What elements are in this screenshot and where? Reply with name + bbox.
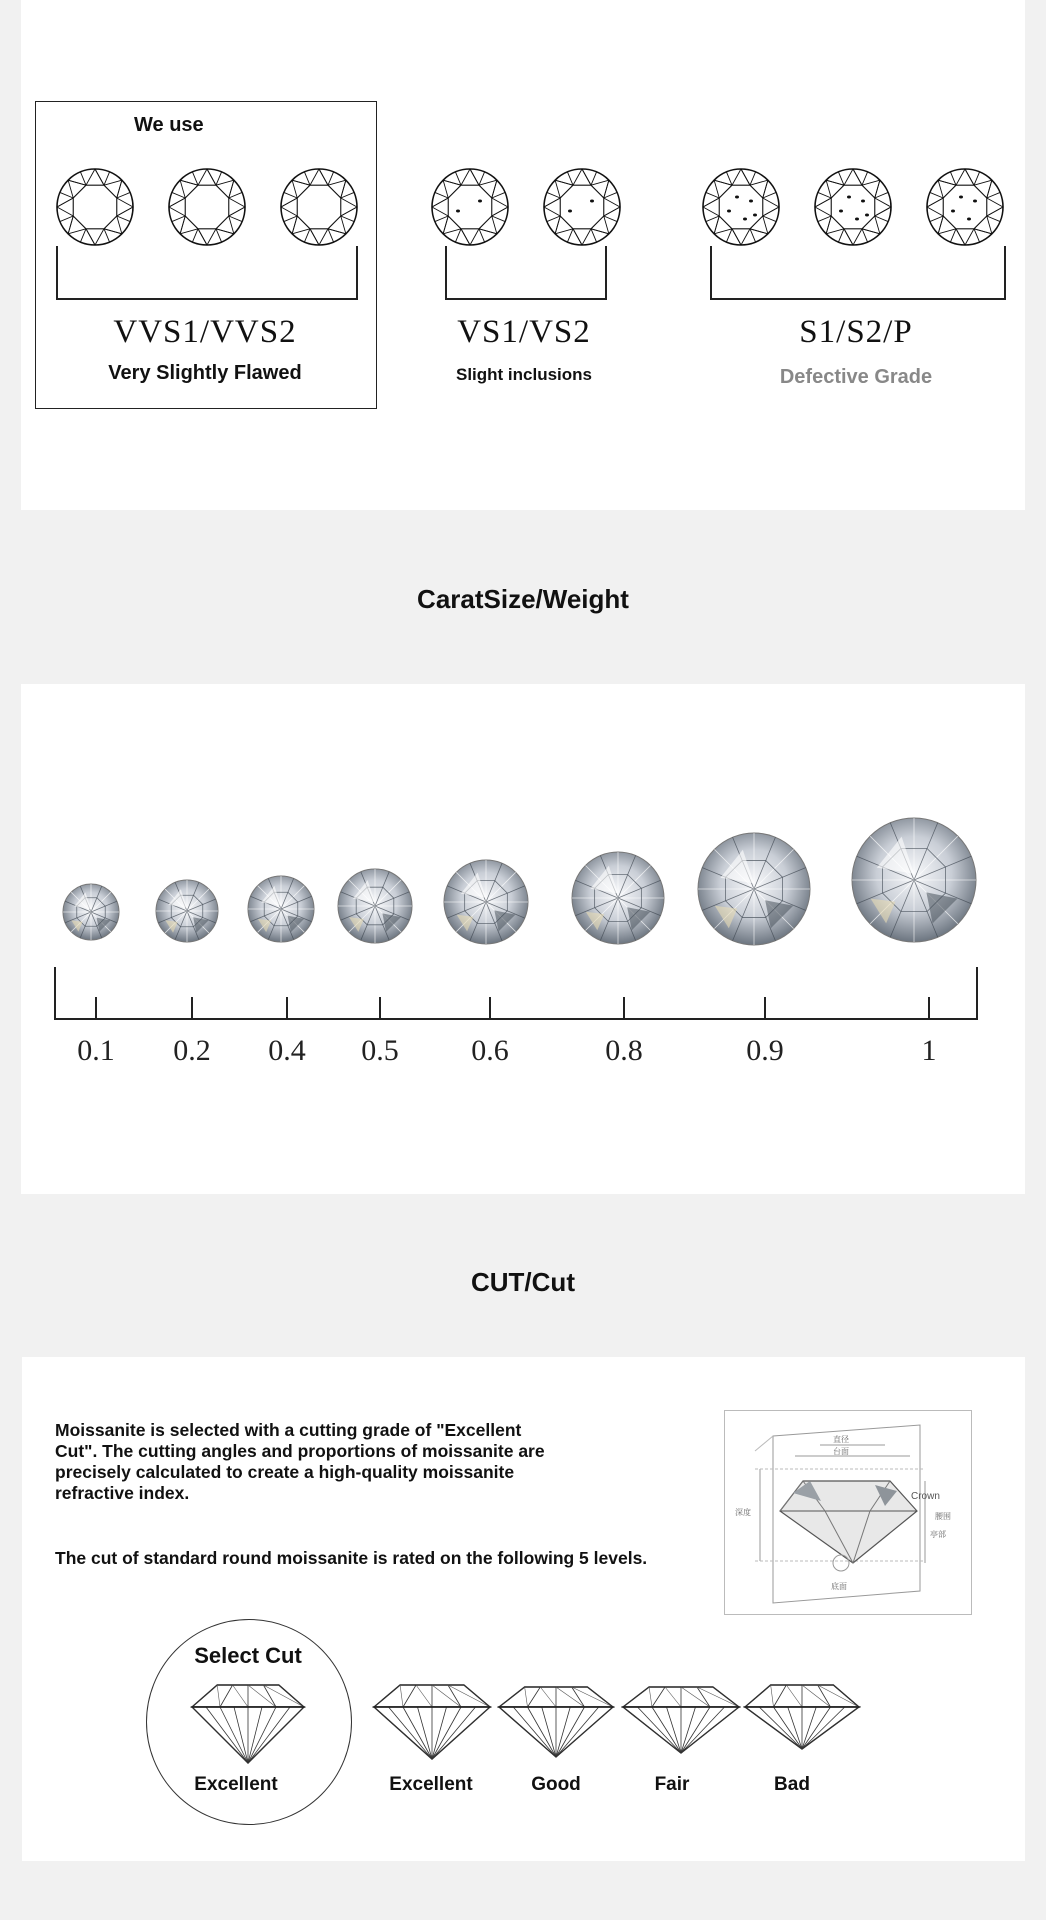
carat-stone-8 [852,818,976,942]
cut-paragraph-2: The cut of standard round moissanite is rated on the following 5 levels. [55,1548,648,1568]
grade-si-desc: Defective Grade [779,366,933,388]
carat-label: 0.5 [361,1034,399,1067]
scale-left-end [54,967,56,1020]
carat-stone-6 [572,852,664,944]
clarity-diamond-icon [815,169,891,245]
bracket-si [710,246,1006,300]
inclusion-mark [590,200,594,203]
cut-diamond-icon [499,1687,613,1757]
clarity-diamond-icon [432,169,508,245]
inclusion-mark [861,200,865,203]
clarity-diamond-icon [927,169,1003,245]
carat-label: 0.1 [77,1034,115,1067]
inclusion-mark [735,196,739,199]
svg-text:Crown: Crown [911,1491,940,1502]
grade-vs-desc: Slight inclusions [455,365,592,384]
inclusion-mark [839,210,843,213]
inclusion-mark [865,214,869,217]
inclusion-mark [478,200,482,203]
inclusion-mark [749,200,753,203]
select-cut-label: Select Cut [194,1643,302,1668]
carat-title: CaratSize/Weight [417,584,629,614]
selected-cut-grade: Excellent [194,1774,278,1795]
scale-tick [95,997,97,1019]
clarity-diamond-icon [281,169,357,245]
we-use-label: We use [134,114,204,136]
scale-tick [928,997,930,1019]
svg-text:底面: 底面 [831,1582,847,1591]
svg-text:台面: 台面 [833,1447,849,1456]
grade-si-name: S1/S2/P [799,314,913,350]
inclusion-mark [973,200,977,203]
inclusion-mark [727,210,731,213]
clarity-diamond-icon [57,169,133,245]
inclusion-mark [743,218,747,221]
carat-stone-3 [248,876,314,942]
carat-stone-1 [63,884,119,940]
inclusion-mark [456,210,460,213]
clarity-diamond-icon [703,169,779,245]
carat-stone-7 [698,833,810,945]
scale-tick [489,997,491,1019]
carat-stones [21,684,1025,1194]
carat-stone-4 [338,869,412,943]
inclusion-mark [855,218,859,221]
carat-label: 0.4 [268,1034,306,1067]
cut-panel [22,1357,1025,1861]
bracket-vs [445,246,607,300]
svg-text:腰围: 腰围 [935,1512,951,1521]
grade-vvs-name: VVS1/VVS2 [113,314,297,350]
inclusion-mark [959,196,963,199]
svg-text:亭部: 亭部 [930,1530,946,1539]
inclusion-mark [951,210,955,213]
clarity-panel [21,0,1025,510]
clarity-diamond-icon [169,169,245,245]
inclusion-mark [568,210,572,213]
scale-tick [191,997,193,1019]
grade-vs-name: VS1/VS2 [457,314,591,350]
clarity-diamond-icon [544,169,620,245]
cut-diamond-icon [374,1685,490,1759]
grade-vvs-desc: Very Slightly Flawed [108,362,302,384]
scale-tick [764,997,766,1019]
cut-level-good: Good [531,1774,581,1795]
svg-text:深度: 深度 [735,1508,751,1517]
carat-label: 0.8 [605,1034,643,1067]
carat-label: 0.2 [173,1034,211,1067]
scale-right-end [976,967,978,1020]
cut-level-bad: Bad [774,1774,810,1795]
carat-panel [21,684,1025,1194]
cut-diamond-icon [745,1685,859,1749]
carat-label: 0.6 [471,1034,509,1067]
scale-tick [379,997,381,1019]
inclusion-mark [753,214,757,217]
scale-tick [623,997,625,1019]
carat-stone-2 [156,880,218,942]
cut-paragraph-1: Moissanite is selected with a cutting grade of "Excellent Cut". The cutting angles and proportions of moissanite are precisely calculated to create a high-quality moissanite refractive index. [55,1420,545,1503]
svg-text:直径: 直径 [833,1435,849,1444]
cut-title: CUT/Cut [471,1267,575,1297]
cut-diamond-icon [192,1685,304,1763]
cut-level-excellent: Excellent [389,1774,473,1795]
carat-label: 0.9 [746,1034,784,1067]
carat-stone-5 [444,860,528,944]
scale-tick [286,997,288,1019]
cut-level-fair: Fair [654,1774,690,1795]
carat-label: 1 [921,1034,937,1067]
cut-diamond-icon [623,1687,739,1753]
bracket-vvs [56,246,358,300]
inclusion-mark [967,218,971,221]
inclusion-mark [847,196,851,199]
